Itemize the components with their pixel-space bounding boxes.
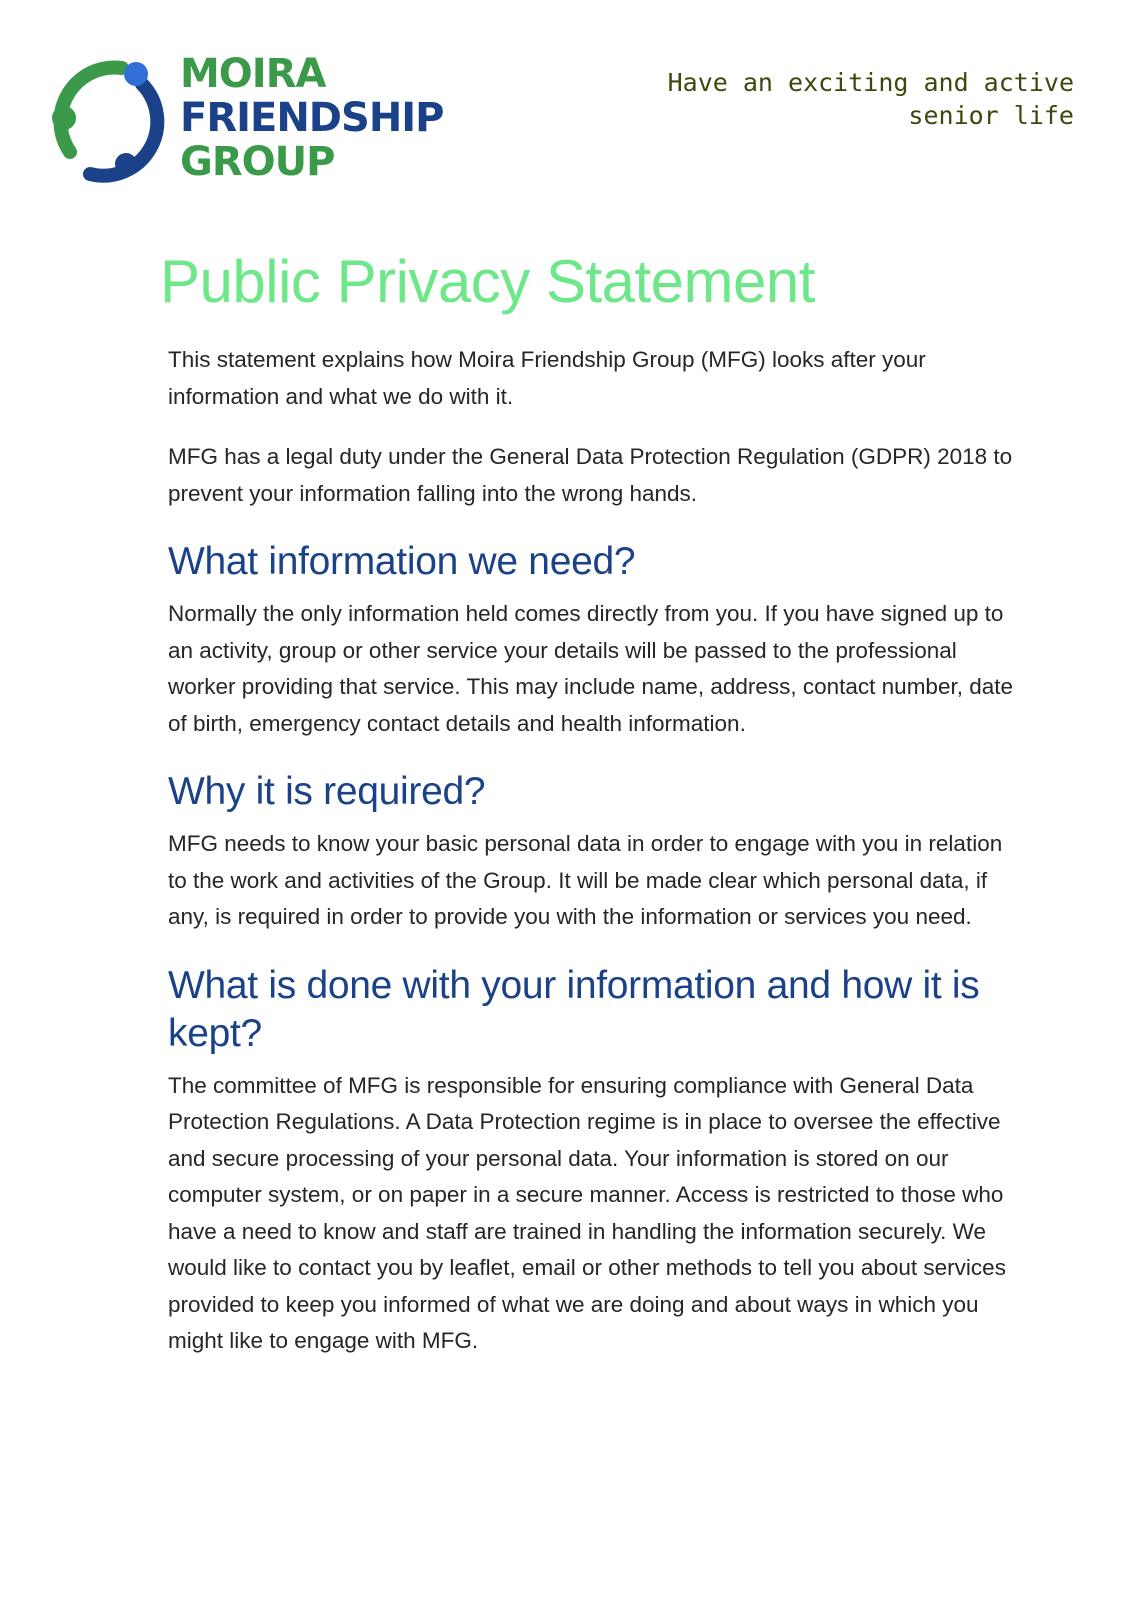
section-heading-information-needed: What information we need?: [168, 540, 636, 583]
intro-paragraph-2: MFG has a legal duty under the General Data Protection Regulation (GDPR) 2018 to prevent your information falling into the wrong hands.: [168, 444, 1013, 506]
document-body: [160, 240, 1018, 1360]
tagline: [654, 66, 1074, 132]
section-body-how-kept: The committee of MFG is responsible for ensuring compliance with General Data Protection Regulations. A Data Protection regime is in place to oversee the effective and secure processing of your personal data. Your information is stored on our computer system, or on paper in a secure manner. Access is restricted to those who have a need to know and staff are trained in handling the information securely. We would like to contact you by leaflet, email or other methods to tell you about services provided to keep you informed of what we are doing and about ways in which you might like to engage with MFG.: [168, 1072, 1006, 1353]
logo-ring-icon: [50, 56, 170, 188]
page-header: [0, 0, 1140, 200]
intro-paragraph-1: This statement explains how Moira Friendship Group (MFG) looks after your information and what we do with it.: [168, 347, 926, 409]
section-heading-why-required: Why it is required?: [168, 770, 486, 813]
moira-friendship-group-logo: [50, 52, 470, 192]
page-title: Public Privacy Statement: [160, 248, 815, 315]
section-body-why-required: MFG needs to know your basic personal data in order to engage with you in relation to the work and activities of the Group. It will be made clear which personal data, if any, is required in order to provide you with the information or services you need.: [168, 831, 1003, 929]
logo-wordmark: [180, 52, 444, 184]
logo-line-group: GROUP: [180, 139, 335, 185]
tagline-line-2: senior life: [908, 101, 1074, 130]
section-heading-how-kept: What is done with your information and how it is kept?: [168, 963, 980, 1055]
section-body-information-needed: Normally the only information held comes directly from you. If you have signed up to an activity, group or other service your details will be passed to the professional worker providing that service. This may include name, address, contact number, date of birth, emergency contact details and health information.: [168, 601, 1014, 736]
logo-line-friendship: FRIENDSHIP: [180, 95, 444, 141]
tagline-line-1: Have an exciting and active: [667, 68, 1074, 97]
logo-line-moira: MOIRA: [180, 51, 326, 97]
